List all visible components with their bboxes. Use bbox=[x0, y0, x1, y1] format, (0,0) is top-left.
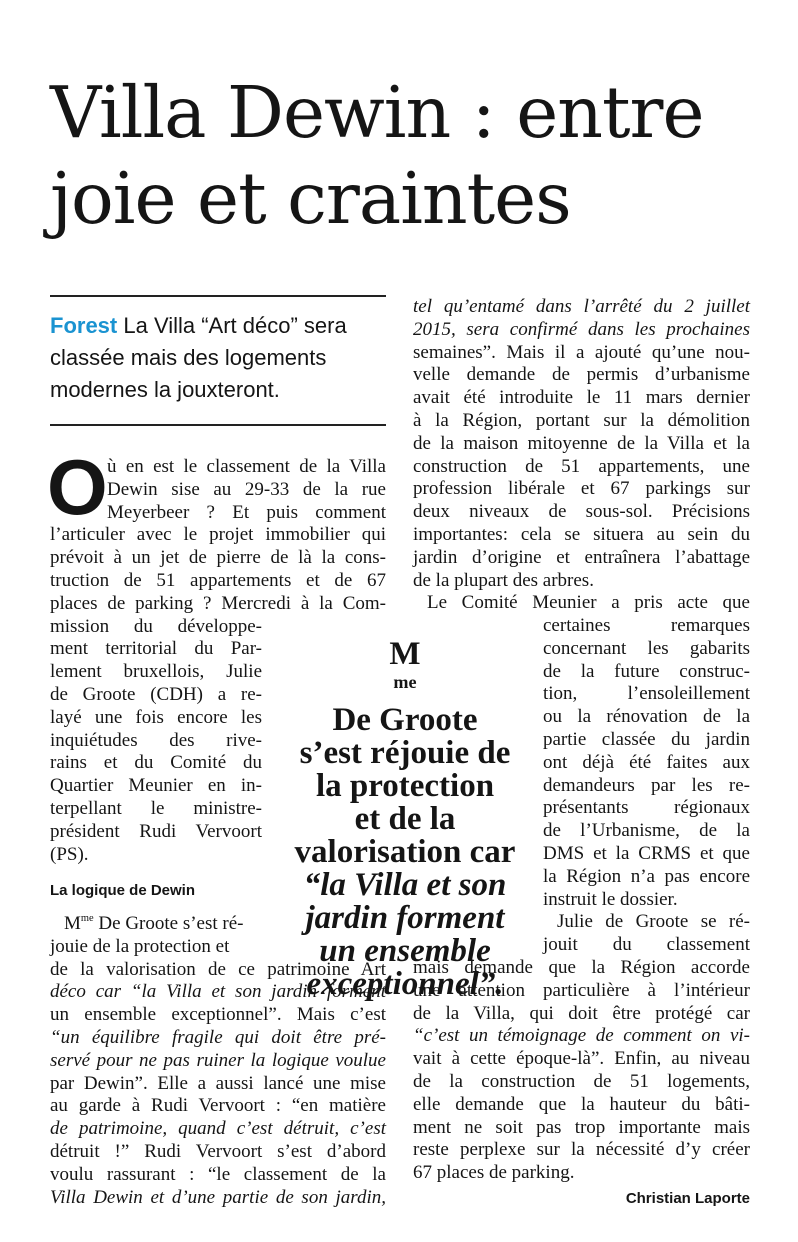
body-line: rains et du Comité du bbox=[50, 752, 262, 774]
pull-quote bbox=[282, 638, 528, 1001]
pull-line-5: valorisation car bbox=[294, 834, 516, 870]
pull-line-8: un ensemble bbox=[319, 933, 491, 969]
mme-m: M bbox=[64, 913, 81, 934]
subheading: La logique de Dewin bbox=[50, 882, 196, 899]
pull-line-6: “la Villa et son bbox=[303, 867, 507, 903]
body-line: velle demande de permis d’urbanisme bbox=[413, 364, 750, 386]
body-line: elle demande que la hauteur du bâti- bbox=[413, 1093, 750, 1115]
pull-line-9: exceptionnel”. bbox=[306, 966, 504, 1002]
body-line: de la construction de 51 logements, bbox=[413, 1070, 750, 1092]
body-line: détruit !” Rudi Vervoort s’est d’abord bbox=[50, 1140, 386, 1162]
body-line: un ensemble exceptionnel”. Mais c’est bbox=[50, 1004, 386, 1026]
headline-line-1: Villa Dewin : entre bbox=[50, 71, 704, 154]
lead-paragraph bbox=[50, 310, 386, 406]
body-line: tel qu’entamé dans l’arrêté du 2 juillet bbox=[413, 296, 750, 317]
body-line: partie classée du jardin bbox=[543, 728, 750, 750]
body-line: prévoit à un jet de pierre de là la cons- bbox=[50, 547, 386, 569]
body-line: tion, l’ensoleillement bbox=[543, 683, 750, 705]
body-line: De Groote s’est ré- bbox=[93, 913, 244, 934]
body-right-paragraph-2 bbox=[543, 615, 750, 957]
body-line: de la maison mitoyenne de la Villa et la bbox=[413, 432, 750, 454]
body-line: semaines”. Mais il a ajouté qu’une nou- bbox=[413, 341, 750, 363]
body-line: de la future construc- bbox=[543, 660, 750, 682]
body-line: par Dewin”. Elle a aussi lancé une mise bbox=[50, 1072, 386, 1094]
body-line: de la valorisation de ce patrimoine Art bbox=[50, 958, 386, 980]
body-line: ù en est le classement de la Villa bbox=[107, 456, 386, 477]
body-line: layé une fois encore les bbox=[50, 706, 262, 728]
body-line: truction de 51 appartements et de 67 bbox=[50, 569, 386, 591]
author-byline: Christian Laporte bbox=[625, 1190, 750, 1207]
pull-mme-m: M bbox=[389, 636, 421, 672]
body-line: servé pour ne pas ruiner la logique voulue bbox=[50, 1049, 386, 1071]
body-line: ont déjà été faites aux bbox=[543, 751, 750, 773]
body-line: places de parking ? Mercredi à la Com- bbox=[50, 592, 386, 614]
body-line: concernant les gabarits bbox=[543, 637, 750, 659]
body-line: présentants régionaux bbox=[543, 797, 750, 819]
pull-line-7: jardin forment bbox=[305, 900, 505, 936]
lead-bottom-rule bbox=[50, 424, 386, 426]
body-line: ment ne soit pas trop importante mais bbox=[413, 1116, 750, 1138]
body-line: Dewin sise au 29-33 de la rue bbox=[107, 478, 386, 500]
body-right-paragraph-1 bbox=[413, 296, 750, 615]
body-line: de Groote (CDH) a re- bbox=[50, 683, 262, 705]
body-line: 2015, sera confirmé dans les prochaines bbox=[413, 318, 750, 340]
body-line: l’articuler avec le projet immobilier qui bbox=[50, 524, 386, 546]
pull-line-4: et de la bbox=[354, 801, 456, 837]
body-line: Le Comité Meunier a pris acte que bbox=[427, 592, 750, 614]
body-line: Julie de Groote se ré- bbox=[557, 911, 750, 933]
lead-line-1: La Villa “Art déco” sera bbox=[117, 313, 347, 338]
pull-line-2: s’est réjouie de bbox=[299, 735, 511, 771]
pull-line-3: la protection bbox=[315, 768, 495, 804]
body-line: instruit le dossier. bbox=[543, 888, 678, 910]
body-line: importantes: cela se situera au sein du bbox=[413, 523, 750, 545]
drop-cap: O bbox=[47, 443, 108, 531]
body-line: “c’est un témoignage de comment on vi- bbox=[413, 1025, 750, 1047]
body-line: mission du développe- bbox=[50, 615, 262, 637]
body-line: président Rudi Vervoort bbox=[50, 820, 262, 842]
body-line: de l’Urbanisme, de la bbox=[543, 820, 750, 842]
body-line: Quartier Meunier en in- bbox=[50, 775, 262, 797]
body-line: ment territorial du Par- bbox=[50, 638, 262, 660]
body-line: de la Villa, qui doit être protégé car bbox=[413, 1002, 750, 1024]
pull-line-1: De Groote bbox=[332, 702, 478, 738]
body-line: “un équilibre fragile qui doit être pré- bbox=[50, 1026, 386, 1048]
body-line: voulu rassurant : “le classement de la bbox=[50, 1163, 386, 1185]
body-line: jouie de la protection et bbox=[50, 935, 230, 957]
body-line: 67 places de parking. bbox=[413, 1162, 575, 1184]
body-line: (PS). bbox=[50, 843, 89, 865]
body-line: de patrimoine, quand c’est détruit, c’est bbox=[50, 1118, 386, 1140]
lead-line-2: classée mais des logements bbox=[50, 345, 327, 370]
body-line: demandeurs par les re- bbox=[543, 774, 750, 796]
body-line: à la Région, portant sur la démolition bbox=[413, 409, 750, 431]
body-line: jardin d’origine et entraînera l’abattage bbox=[413, 546, 750, 568]
body-line: mais demande que la Région accorde bbox=[413, 957, 750, 978]
mme-sup: me bbox=[80, 913, 94, 925]
body-line: lement bruxellois, Julie bbox=[50, 661, 262, 683]
body-line: Meyerbeer ? Et puis comment bbox=[107, 501, 386, 523]
lead-line-3: modernes la jouxteront. bbox=[50, 377, 280, 402]
body-line: profession libérale et 67 parkings sur bbox=[413, 478, 750, 500]
body-line: inquiétudes des rive- bbox=[50, 729, 262, 751]
body-line: construction de 51 appartements, une bbox=[413, 455, 750, 477]
pull-mme-sup: me bbox=[393, 671, 417, 692]
body-line: de la plupart des arbres. bbox=[413, 569, 594, 591]
body-line: au garde à Rudi Vervoort : “en matière bbox=[50, 1095, 386, 1117]
body-line: déco car “la Villa et son jardin forment bbox=[50, 981, 386, 1003]
headline-line-2: joie et craintes bbox=[50, 157, 571, 240]
body-line: reste perplexe sur la nécessité d’y créer bbox=[413, 1139, 750, 1161]
headline bbox=[50, 70, 770, 242]
body-line: Villa Dewin et d’une partie de son jardin, bbox=[50, 1186, 386, 1208]
body-line: vait à cette époque-là”. Enfin, au niveau bbox=[413, 1048, 750, 1070]
body-line: DMS et la CRMS et que bbox=[543, 842, 750, 864]
body-line: jouit du classement bbox=[543, 934, 750, 956]
body-line: certaines remarques bbox=[543, 615, 750, 636]
body-line: la Région n’a pas encore bbox=[543, 865, 750, 887]
body-line: avait été introduite le 11 mars dernier bbox=[413, 387, 750, 409]
body-line: terpellant le ministre- bbox=[50, 797, 262, 819]
lead-kicker: Forest bbox=[50, 313, 118, 338]
lead-top-rule bbox=[50, 295, 386, 297]
body-line: une attention particulière à l’intérieur bbox=[413, 979, 750, 1001]
body-line: deux niveaux de sous-sol. Précisions bbox=[413, 501, 750, 523]
body-line: ou la rénovation de la bbox=[543, 706, 750, 728]
